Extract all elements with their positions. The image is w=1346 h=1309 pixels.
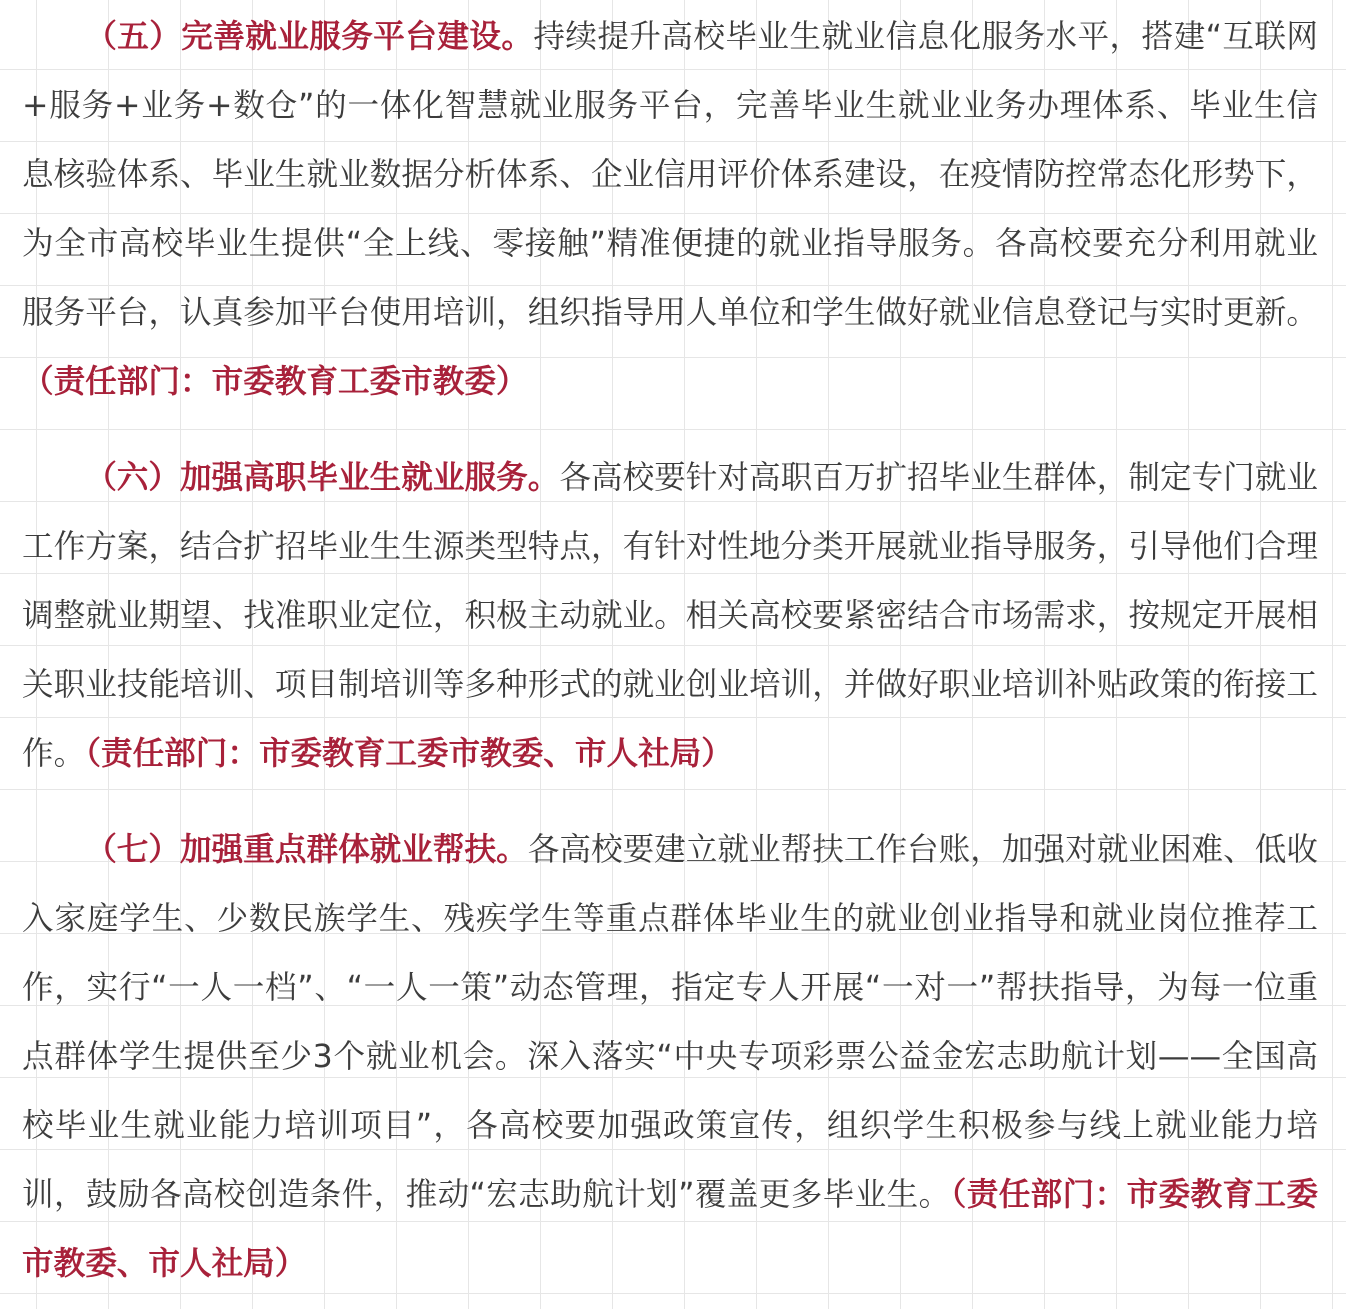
article-body bbox=[22, 0, 1318, 1299]
section-body: 持续提升高校毕业生就业信息化服务水平，搭建“互联网+服务+业务+数仓”的一体化智慧就业服务平台，完善毕业生就业业务办理体系、毕业生信息核验体系、毕业生就业数据分析体系、企业信用评价体系建设，在疫情防控常态化形势下，为全市高校毕业生提供“全上线、零接触”精准便捷的就业指导服务。各高校要充分利用就业服务平台，认真参加平台使用培训，组织指导用人单位和学生做好就业信息登记与实时更新。 bbox=[22, 19, 1318, 331]
section-body: 各高校要针对高职百万扩招毕业生群体，制定专门就业工作方案，结合扩招毕业生生源类型特点，有针对性地分类开展就业指导服务，引导他们合理调整就业期望、找准职业定位，积极主动就业。相关高校要紧密结合市场需求，按规定开展相关职业技能培训、项目制培训等多种形式的就业创业培训，并做好职业培训补贴政策的衔接工作。 bbox=[22, 460, 1318, 772]
section-heading: （七）加强重点群体就业帮扶。 bbox=[85, 832, 528, 868]
responsible-department: （责任部门：市委教育工委市教委、市人社局） bbox=[22, 1177, 1318, 1282]
paragraph-7 bbox=[22, 816, 1318, 1299]
paragraph-6 bbox=[22, 444, 1318, 789]
section-heading: （五）完善就业服务平台建设。 bbox=[85, 19, 534, 55]
section-heading: （六）加强高职毕业生就业服务。 bbox=[85, 460, 560, 496]
paragraph-5 bbox=[22, 0, 1318, 417]
section-body: 各高校要建立就业帮扶工作台账，加强对就业困难、低收入家庭学生、少数民族学生、残疾学生等重点群体毕业生的就业创业指导和就业岗位推荐工作，实行“一人一档”、“一人一策”动态管理，指定专人开展“一对一”帮扶指导，为每一位重点群体学生提供至少3个就业机会。深入落实“中央专项彩票公益金宏志助航计划——全国高校毕业生就业能力培训项目”，各高校要加强政策宣传，组织学生积极参与线上就业能力培训，鼓励各高校创造条件，推动“宏志助航计划”覆盖更多毕业生。 bbox=[22, 832, 1318, 1213]
responsible-department: （责任部门：市委教育工委市教委、市人社局） bbox=[85, 736, 733, 772]
responsible-department: （责任部门：市委教育工委市教委） bbox=[22, 364, 528, 400]
